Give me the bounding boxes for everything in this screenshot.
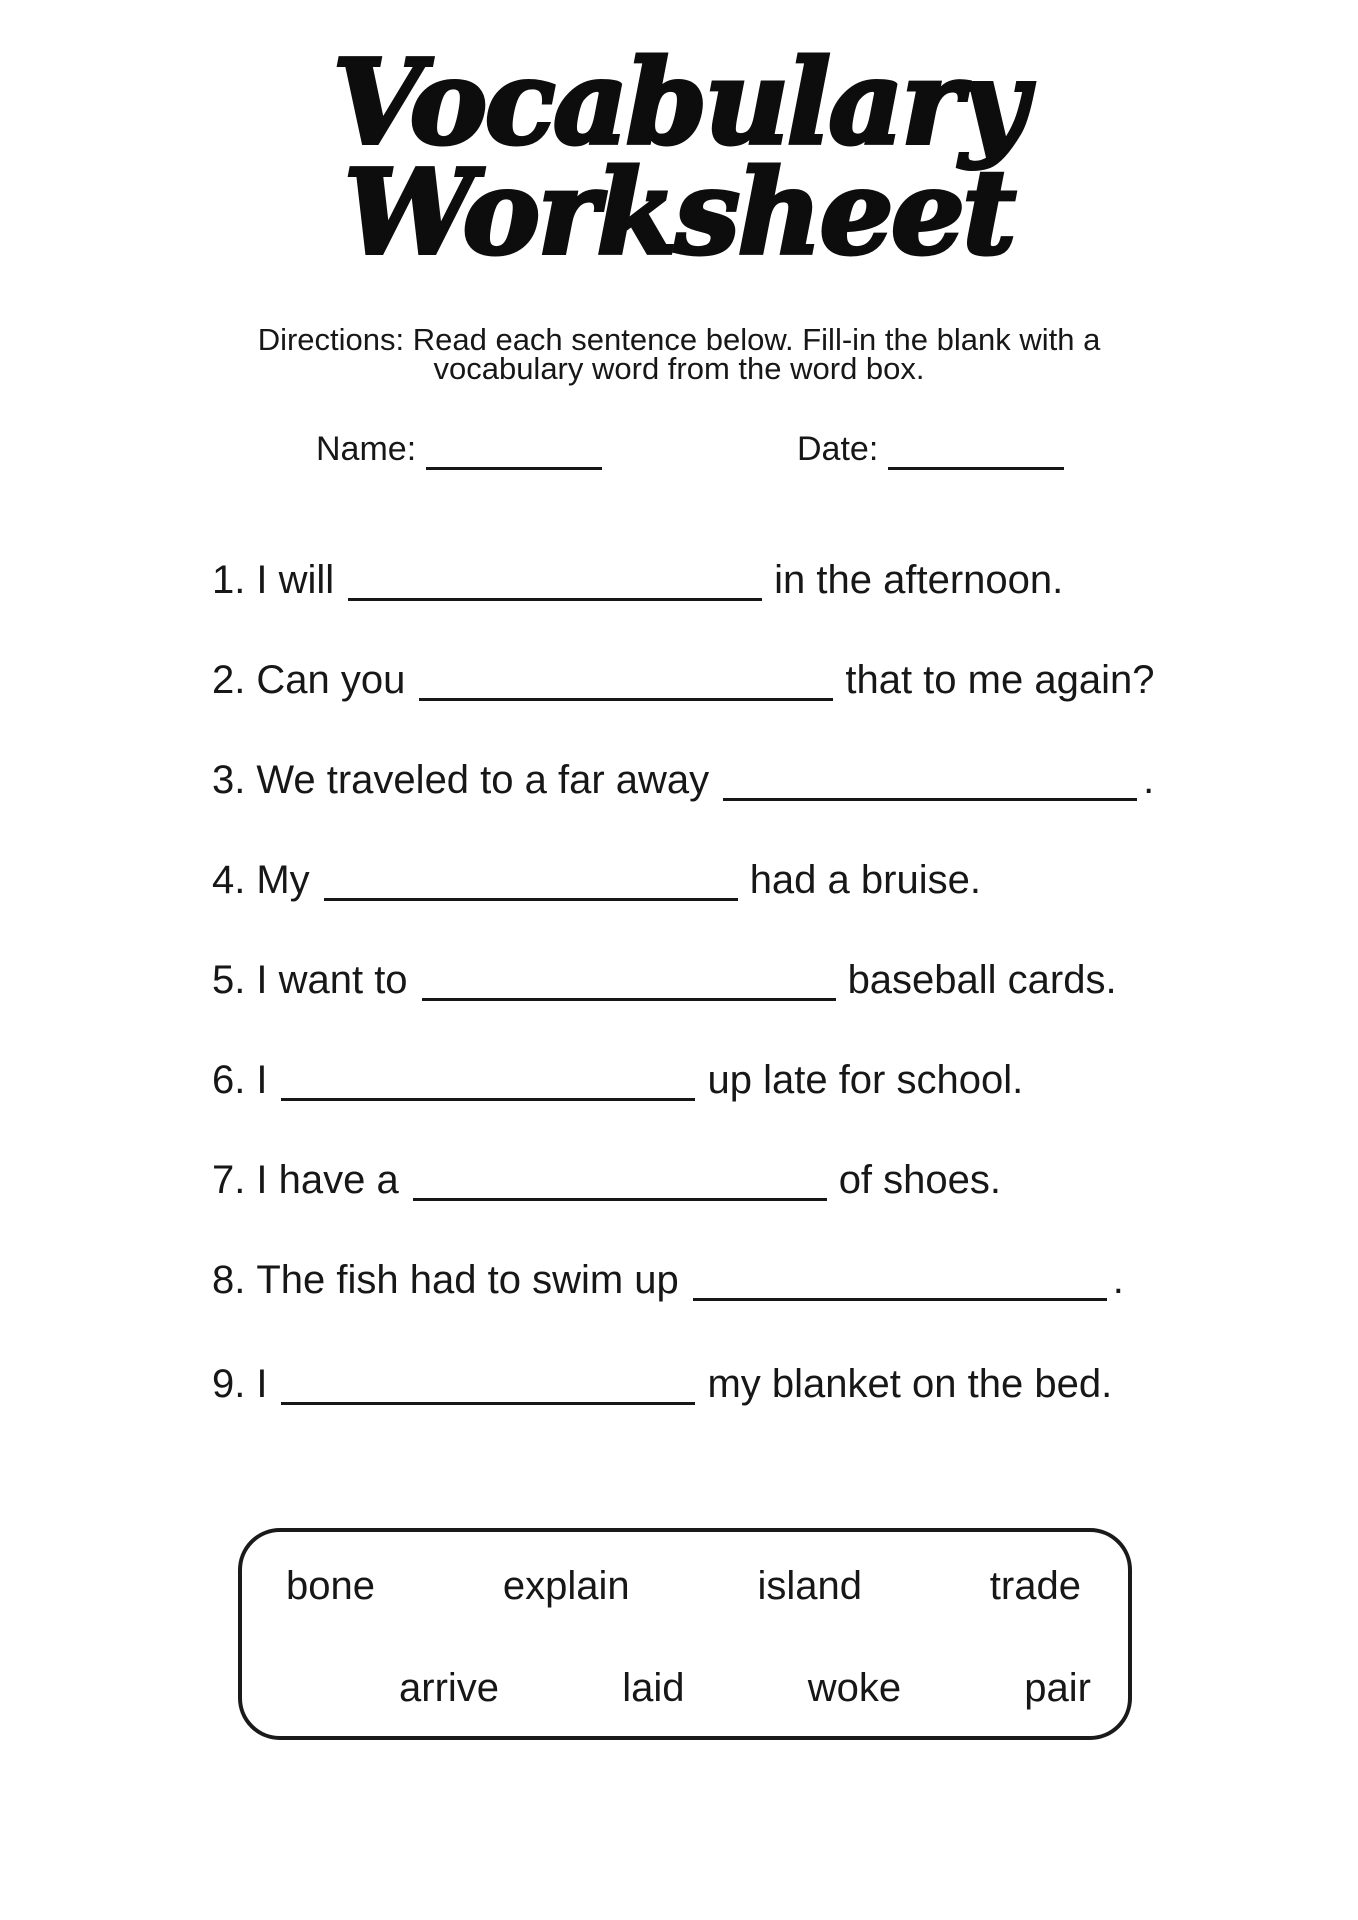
word-box-row-1: [242, 1564, 1128, 1609]
sentence-text-after: my blanket on the bed.: [707, 1362, 1113, 1406]
word-bank-word: bone: [286, 1564, 375, 1608]
sentence-number: 8.: [212, 1258, 246, 1302]
sentence-text-before: We traveled to a far away: [256, 758, 710, 802]
date-label: Date:: [797, 430, 879, 468]
sentence-text-after: .: [1143, 758, 1155, 802]
sentence-number: 9.: [212, 1362, 246, 1406]
sentence-item-9: [212, 1362, 1112, 1407]
sentence-number: 6.: [212, 1058, 246, 1102]
page-title: [0, 35, 1358, 282]
word-box-row-2: [242, 1666, 1128, 1711]
sentence-text-after: had a bruise.: [749, 858, 981, 902]
word-bank-word: laid: [622, 1666, 685, 1710]
word-bank-word: island: [757, 1564, 862, 1608]
sentence-text-after: .: [1112, 1258, 1124, 1302]
page-title-line1: Vocabulary: [332, 35, 1026, 171]
sentence-text-before: My: [256, 858, 310, 902]
fill-in-blank: [281, 1402, 695, 1405]
sentence-item-2: [212, 658, 1154, 703]
word-bank-word: arrive: [399, 1666, 500, 1710]
name-label: Name:: [316, 430, 417, 468]
sentence-number: 2.: [212, 658, 246, 702]
sentence-number: 5.: [212, 958, 246, 1002]
fill-in-blank: [422, 998, 836, 1001]
fill-in-blank: [693, 1298, 1107, 1301]
sentence-text-before: I: [256, 1362, 268, 1406]
date-blank-line: [888, 467, 1064, 470]
word-bank-word: explain: [502, 1564, 630, 1608]
word-bank-word: trade: [989, 1564, 1081, 1608]
page-title-line2: Worksheet: [344, 145, 1014, 282]
directions-line2: vocabulary word from the word box.: [433, 350, 925, 386]
sentence-text-before: The fish had to swim up: [256, 1258, 679, 1302]
fill-in-blank: [348, 598, 762, 601]
sentence-text-after: that to me again?: [845, 658, 1155, 702]
name-date-row: [0, 430, 1358, 480]
name-field: [316, 430, 602, 469]
sentence-item-1: [212, 558, 1063, 603]
sentence-text-after: in the afternoon.: [774, 558, 1064, 602]
sentence-item-3: [212, 758, 1154, 803]
sentence-item-5: [212, 958, 1117, 1003]
sentence-text-before: I have a: [256, 1158, 399, 1202]
word-bank-word: woke: [807, 1666, 902, 1710]
directions-line1: Directions: Read each sentence below. Fill-in the blank with a: [257, 322, 1101, 357]
fill-in-blank: [281, 1098, 695, 1101]
sentence-number: 3.: [212, 758, 246, 802]
fill-in-blank: [413, 1198, 827, 1201]
sentence-text-after: baseball cards.: [847, 958, 1117, 1002]
fill-in-blank: [419, 698, 833, 701]
sentence-item-8: [212, 1258, 1124, 1303]
sentence-item-4: [212, 858, 981, 903]
sentence-text-before: I: [256, 1058, 268, 1102]
fill-in-blank: [723, 798, 1137, 801]
sentence-text-before: I will: [256, 558, 335, 602]
date-field: [797, 430, 1064, 469]
sentence-text-after: of shoes.: [838, 1158, 1002, 1202]
sentence-text-after: up late for school.: [707, 1058, 1024, 1102]
sentence-item-7: [212, 1158, 1001, 1203]
directions-text: [0, 322, 1358, 386]
sentence-item-6: [212, 1058, 1023, 1103]
fill-in-blank: [324, 898, 738, 901]
sentence-number: 7.: [212, 1158, 246, 1202]
word-bank-word: pair: [1024, 1666, 1091, 1710]
sentence-text-before: I want to: [256, 958, 408, 1002]
sentence-number: 1.: [212, 558, 246, 602]
sentence-number: 4.: [212, 858, 246, 902]
word-box: [238, 1528, 1132, 1740]
name-blank-line: [426, 467, 602, 470]
sentence-text-before: Can you: [256, 658, 406, 702]
